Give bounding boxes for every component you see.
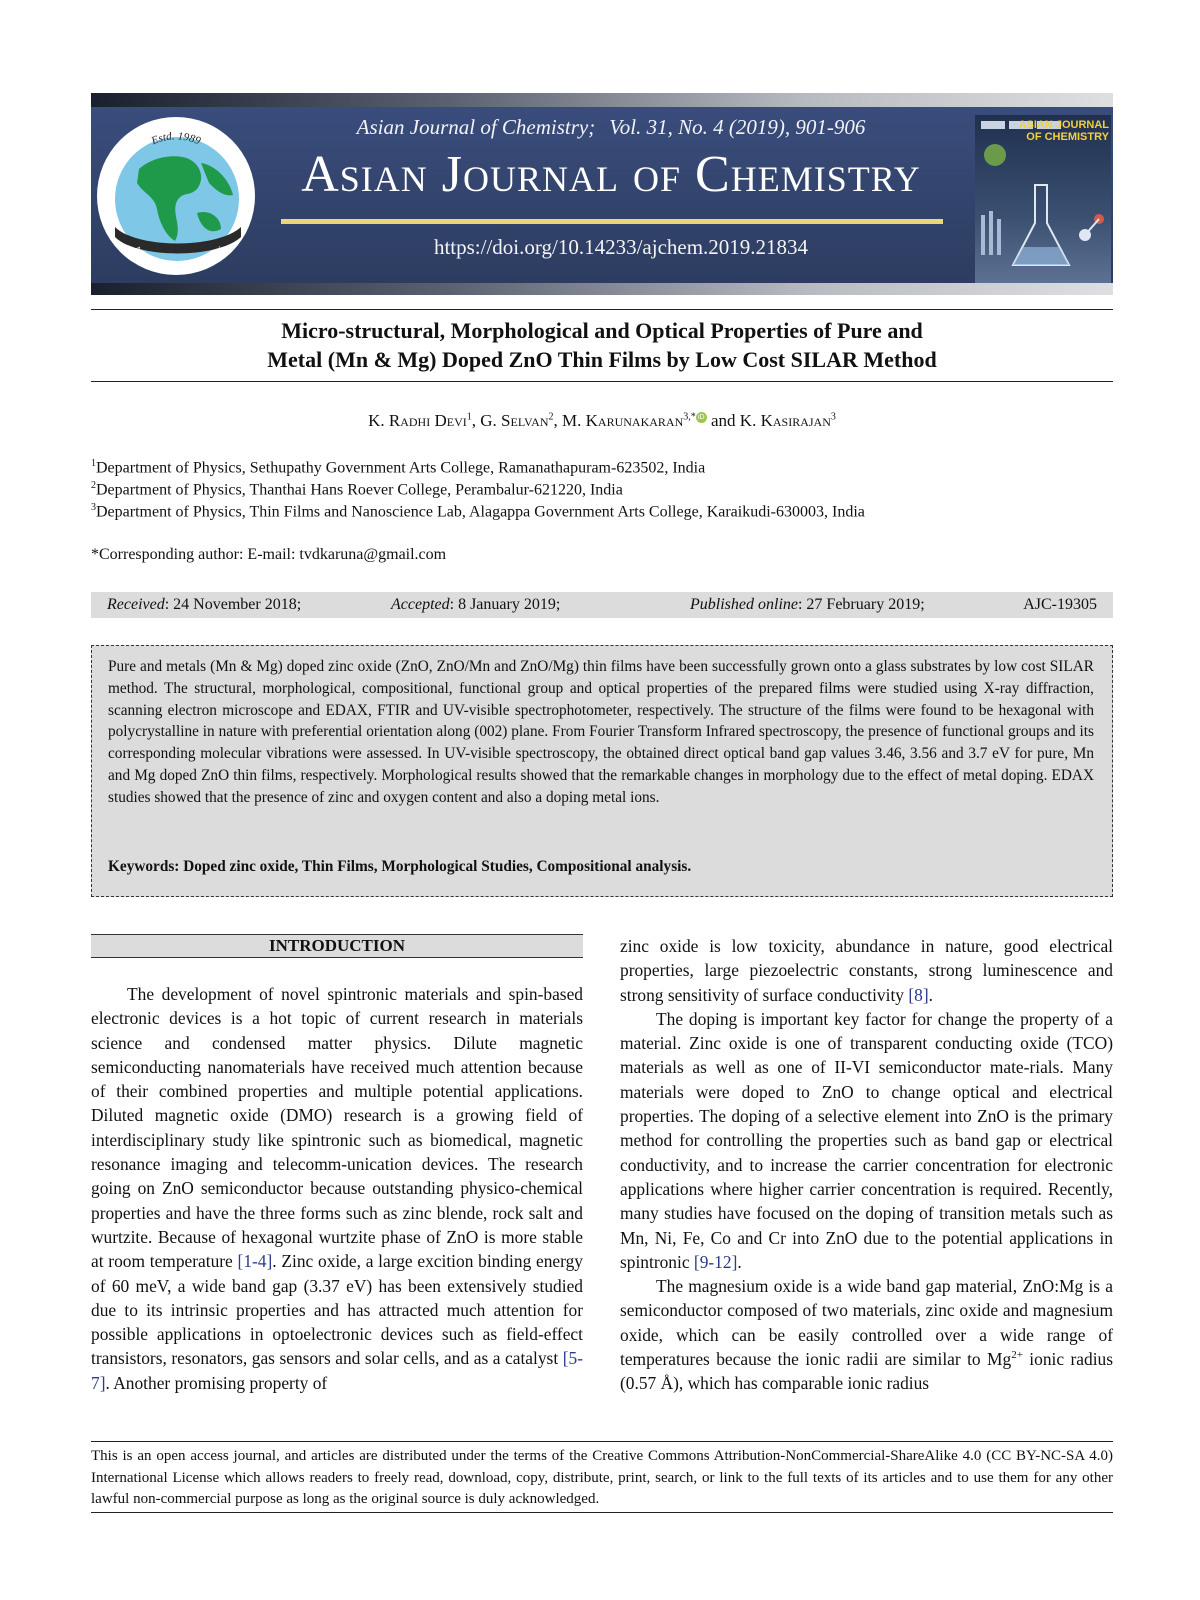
journal-banner <box>91 93 1113 295</box>
affiliation-3 <box>91 502 1113 521</box>
corresponding-author: *Corresponding author: E-mail: tvdkaruna@gmail.com <box>91 546 447 563</box>
journal-name: Asian Journal of Chemistry; <box>356 115 596 139</box>
author-name: Kasirajan <box>760 411 831 430</box>
author-initial: , M. <box>553 411 586 430</box>
author-name: Karunakaran <box>585 411 684 430</box>
citation-link[interactable]: [5-7] <box>91 1348 583 1393</box>
text-span: . Zinc oxide, a large excition binding energy of 60 meV, a wide band gap (3.37 eV) has been extensively studied due to its intrinsic properties and has attracted much attention for possible applications in optoelectronic devices such as field-effect transistors, resonators, gas sensors and solar cells, and as a catalyst <box>91 1251 584 1369</box>
globe-logo <box>97 117 255 275</box>
svg-text:Estd. 1989: Estd. 1989 <box>149 130 203 148</box>
author-name: Radhi Devi <box>388 411 467 430</box>
title-top-rule <box>91 309 1113 310</box>
text-span: ionic radius (0.57 Å), which has comparable ionic radius <box>620 1349 1113 1394</box>
superscript: 2+ <box>1011 1349 1023 1362</box>
citation-link[interactable]: [9-12] <box>693 1251 738 1272</box>
text-span: zinc oxide is low toxicity, abundance in nature, good electrical properties, large piezoelectric constants, strong luminescence and strong sensitivity of surface conductivity <box>620 936 1113 1005</box>
footer-bottom-rule <box>91 1512 1113 1513</box>
banner-bottom-stripe <box>91 283 1113 295</box>
author-list <box>91 411 1113 431</box>
banner-title: Asian Journal of Chemistry <box>301 146 921 203</box>
abstract-text: Pure and metals (Mn & Mg) doped zinc oxide (ZnO, ZnO/Mn and ZnO/Mg) thin films have been successfully grown onto a glass substrates by low cost SILAR method. The structural, morphological, compositional, functional group and optical properties of the prepared films were studied using X-ray diffraction, scanning electron microscope and EDAX, FTIR and UV-visible spectrophotometer, respectively. The structure of the films were found to be hexagonal with polycrystalline in nature with preferential orientation along (002) plane. From Fourier Transform Infrared spectroscopy, the presence of functional groups and its corresponding molecular vibrations were assessed. In UV-visible spectroscopy, the obtained direct optical band gap values 3.46, 3.56 and 3.7 eV for pure, Mn and Mg doped ZnO thin films, respectively. Morphological results showed that the remarkable changes in morphology due to the effect of metal doping. EDAX studies showed that the presence of zinc and oxygen content and also a doping metal ions. <box>108 658 1094 806</box>
abstract-box <box>91 645 1113 897</box>
orcid-icon[interactable]: iD <box>696 412 707 423</box>
title-line-1: Micro-structural, Morphological and Optical Properties of Pure and <box>281 318 923 343</box>
affiliation-sup: 2 <box>91 480 96 491</box>
keywords: Keywords: Doped zinc oxide, Thin Films, Morphological Studies, Compositional analysis. <box>108 858 692 875</box>
intro-paragraph <box>620 1274 1113 1395</box>
journal-logo <box>97 117 255 275</box>
citation-link[interactable]: [1-4] <box>237 1251 273 1272</box>
paper-title <box>91 316 1113 374</box>
text-span: . Another promising property of <box>105 1372 328 1393</box>
published-date <box>690 592 925 618</box>
author-sup: 1 <box>466 411 472 423</box>
text-span: The development of novel spintronic materials and spin-based electronic devices is a hot topic of current research in materials science and condensed matter physics. Dilute magnetic semiconducting nanomaterials have received much attention because of their combined properties and multiple potential applications. Diluted magnetic oxide (DMO) research is a growing field of interdisciplinary study like spintronic such as biomedical, magnetic resonance imaging and telecomm-unication devices. The research going on ZnO semiconductor because outstanding physico-chemical properties and have the three forms such as zinc blende, rock salt and wurtzite. Because of hexagonal wurtzite phase of ZnO is more stable at room temperature <box>91 984 583 1272</box>
affiliation-text: Department of Physics, Thanthai Hans Roever College, Perambalur-621220, India <box>96 481 623 499</box>
affiliation-sup: 3 <box>91 502 96 513</box>
intro-paragraph <box>620 1007 1113 1274</box>
accepted-label: Accepted <box>391 596 450 613</box>
received-value: : 24 November 2018; <box>164 596 302 613</box>
accepted-date <box>391 592 560 618</box>
title-bottom-rule <box>91 381 1113 382</box>
published-label: Published online <box>690 596 798 613</box>
author-sup: 2 <box>548 411 554 423</box>
affiliation-text: Department of Physics, Sethupathy Government Arts College, Ramanathapuram-623502, India <box>96 459 706 477</box>
svg-text:Asian Journal of Chemistry: Asian Journal of Chemistry <box>131 243 224 270</box>
received-label: Received <box>107 596 165 613</box>
text-span: The doping is important key factor for change the property of a material. Zinc oxide is one of transparent conducting oxide (TCO) materials as well as one of II-VI semiconductor mate-rials. Many materials were doped to ZnO to change optical and electrical properties. The doping of a selective element into ZnO is the primary method for controlling the properties such as band gap or electrical conductivity, and to increase the carrier concentration for electronic applications where higher carrier concentration is required. Recently, many studies have focused on the doping of transition metals such as Mn, Ni, Fe, Co and Cr into ZnO due to the potential applications in spintronic <box>620 1008 1113 1272</box>
affiliation-1 <box>91 458 1113 477</box>
article-dates <box>91 592 1113 618</box>
text-span: . <box>737 1251 742 1272</box>
accepted-value: : 8 January 2019; <box>449 596 561 613</box>
volume-info: Vol. 31, No. 4 (2019), 901-906 <box>609 115 866 139</box>
author-name: Selvan <box>501 411 549 430</box>
author-initial: , G. <box>471 411 502 430</box>
author-initial: K. <box>368 411 389 430</box>
right-column <box>620 934 1113 1396</box>
doi-link[interactable]: https://doi.org/10.14233/ajchem.2019.21834 <box>433 235 809 259</box>
author-sup: 3,* <box>683 411 696 423</box>
text-span: The magnesium oxide is a wide band gap material, ZnO:Mg is a semiconductor composed of two materials, zinc oxide and magnesium oxide, which can be easily controlled over a wide range of temperatures because the ionic radii are similar to Mg <box>620 1276 1113 1370</box>
affiliation-2 <box>91 480 1113 499</box>
article-id: AJC-19305 <box>1023 596 1097 613</box>
affiliation-sup: 1 <box>91 458 96 469</box>
title-line-2: Metal (Mn & Mg) Doped ZnO Thin Films by Low Cost SILAR Method <box>267 347 937 372</box>
license-footer: This is an open access journal, and articles are distributed under the terms of the Creative Commons Attribution-NonCommercial-ShareAlike 4.0 (CC BY-NC-SA 4.0) International License which allows readers to freely read, download, copy, distribute, print, search, or link to the full texts of its articles and to use them for any other lawful non-commercial purpose as long as the original source is duly acknowledged. <box>91 1448 1113 1507</box>
published-value: : 27 February 2019; <box>797 596 925 613</box>
author-sup: 3 <box>830 411 836 423</box>
left-column <box>91 982 583 1395</box>
introduction-heading: INTRODUCTION <box>91 934 583 958</box>
footer-top-rule <box>91 1441 1113 1442</box>
citation-link[interactable]: [8] <box>908 984 929 1005</box>
banner-underline <box>281 219 943 224</box>
intro-paragraph <box>91 982 583 1395</box>
affiliation-text: Department of Physics, Thin Films and Nanoscience Lab, Alagappa Government Arts College, Karaikudi-630003, India <box>96 503 865 521</box>
banner-top-stripe <box>91 93 1113 107</box>
author-initial: and K. <box>706 411 761 430</box>
intro-paragraph <box>620 934 1113 1007</box>
received-date <box>107 592 301 618</box>
cover-title: ASIAN JOURNAL OF CHEMISTRY <box>1018 119 1109 143</box>
banner-citation <box>331 115 891 140</box>
text-span: . <box>928 984 933 1005</box>
